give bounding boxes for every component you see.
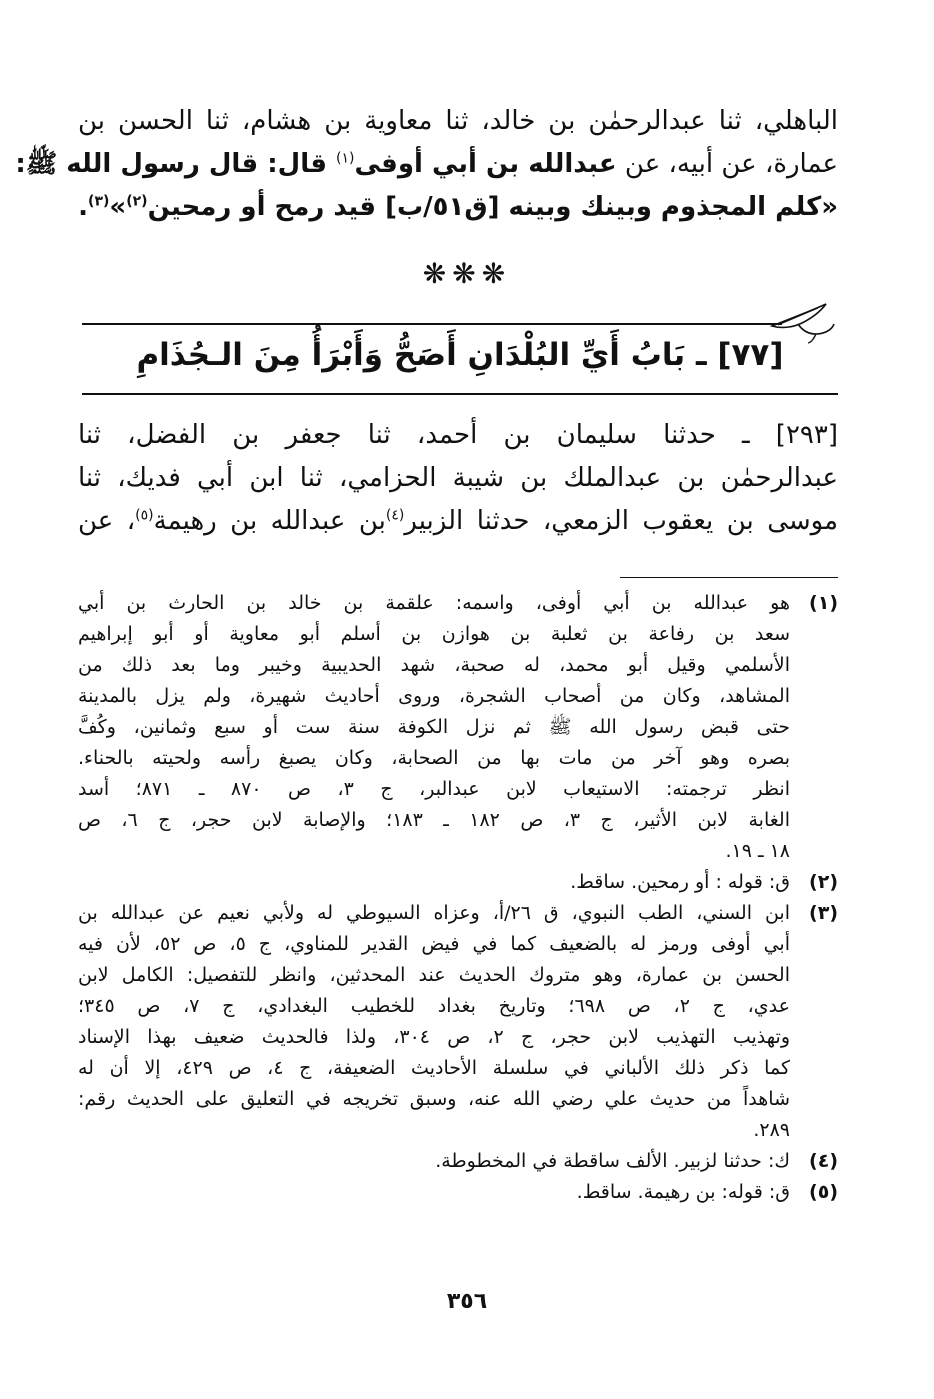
text-line: [٢٩٣] ـ حدثنا سليمان بن أحمد، ثنا جعفر بن الفضل، ثنا <box>78 420 838 450</box>
text-line: الباهلي، ثنا عبدالرحمٰن بن خالد، ثنا معاوية بن هشام، ثنا الحسن بن <box>78 106 838 136</box>
footnote-line: الأسلمي وقيل أبو محمد، له صحبة، شهد الحديبية وخيبر وما بعد ذلك من <box>78 654 790 676</box>
footnote-ref: (١) <box>336 150 355 167</box>
title-rule-bottom <box>82 393 838 395</box>
footnote-line: بصره وهو آخر من مات بها من الصحابة، وكان يصبغ رأسه ولحيته بالحناء. <box>78 747 790 769</box>
footnote-line: سعد بن رفاعة بن ثعلبة بن هوازن بن أسلم أبو معاوية أو أبو إبراهيم <box>78 623 790 645</box>
footnote-line: الحسن بن عمارة، وهو متروك الحديث عند المحدثين، وانظر للتفصيل: الكامل لابن <box>78 964 790 986</box>
footnote-line: انظر ترجمته: الاستيعاب لابن عبدالبر، ج ٣، ص ٨٧٠ ـ ٨٧١؛ أسد <box>78 778 790 800</box>
footnote-line: المشاهد، وكان من أصحاب الشجرة، وروى أحاديث شهيرة، ولم يزل بالمدينة <box>78 685 790 707</box>
footnote-line: حتى قبض رسول الله ﷺ ثم نزل الكوفة سنة ست أو سبع وثمانين، وكُفَّ <box>78 716 790 738</box>
narrator-name: عبدالله بن أبي أوفى <box>354 149 617 179</box>
footnote-line: عدي، ج ٢، ص ٦٩٨؛ وتاريخ بغداد للخطيب البغدادي، ج ٧، ص ٣٤٥؛ <box>78 995 790 1017</box>
footnote <box>78 1146 838 1177</box>
hadith-paragraph <box>78 414 838 543</box>
footnote-number: (١) <box>809 592 838 614</box>
footnote-line: هو عبدالله بن أبي أوفى، واسمه: علقمة بن خالد بن الحارث بن أبي <box>78 592 790 614</box>
chapter-title: [٧٧] ـ بَابُ أَيِّ البُلْدَانِ أَصَحُّ وَأَبْرَأُ مِنَ الـجُذَامِ <box>136 337 784 373</box>
footnote-line: ق: قوله : أو رمحين. ساقط. <box>570 871 790 893</box>
footnote <box>78 867 838 898</box>
footnote <box>78 588 838 867</box>
footnote-line: ابن السني، الطب النبوي، ق ٢٦/أ، وعزاه السيوطي له ولأبي نعيم عن عبدالله بن <box>78 902 791 924</box>
footnotes <box>78 588 838 1208</box>
footnote <box>78 898 838 1146</box>
footnote-number: (٣) <box>809 902 838 924</box>
footnote <box>78 1177 838 1208</box>
footnote-line: وتهذيب التهذيب لابن حجر، ج ٢، ص ٣٠٤، ولذا فالحديث ضعيف بهذا الإسناد <box>78 1026 791 1048</box>
footnote-number: (٤) <box>809 1150 838 1172</box>
footnote-line: ك: حدثنا لزبير. الألف ساقطة في المخطوطة. <box>435 1150 790 1172</box>
footnote-ref: (٣) <box>88 193 110 210</box>
footnote-line: ق: قوله: بن رهيمة. ساقط. <box>576 1181 790 1203</box>
footnote-line: شاهداً من حديث علي رضي الله عنه، وسبق تخريجه في التعليق على الحديث رقم: <box>78 1088 790 1110</box>
page-number: ٣٥٦ <box>446 1289 488 1314</box>
text-line: موسى بن يعقوب الزمعي، حدثنا الزبير$^{(٤)}$بن عبدالله بن رهيمة$^{(٥)}$، عن <box>78 506 839 536</box>
footnote-line: أبي أوفى ورمز له بالضعيف كما في فيض القدير للمناوي، ج ٥، ص ٥٢، لأن فيه <box>78 933 790 955</box>
section-separator: ❋❋❋ <box>422 257 512 290</box>
title-rule-top <box>82 323 782 325</box>
footnote-line: الغابة لابن الأثير، ج ٣، ص ١٨٢ ـ ١٨٣؛ والإصابة لابن حجر، ج ٦، ص <box>78 809 790 831</box>
hadith-text-line: «كلم المجذوم وبينك وبينه [ق٥١/ب] قيد رمح أو رمحين$^{(٢)}$»$^{(٣)}$. <box>78 192 838 222</box>
footnote-divider <box>620 577 838 578</box>
footnote-line: ٢٨٩. <box>753 1119 790 1141</box>
footnote-line: ١٨ ـ ١٩. <box>725 840 790 862</box>
text-line: عبدالرحمٰن بن عبدالملك بن شيبة الحزامي، ثنا ابن أبي فديك، ثنا <box>78 463 838 493</box>
footnote-number: (٥) <box>809 1181 838 1203</box>
text-line: عمارة، عن أبيه، عن عبدالله بن أبي أوفى$^{(١)}$ قال: قال رسول الله ﷺ: <box>15 149 838 179</box>
footnote-number: (٢) <box>809 871 838 893</box>
footnote-line: كما ذكر ذلك الألباني في سلسلة الأحاديث الضعيفة، ج ٤، ص ٤٢٩، إلا أن له <box>78 1057 791 1079</box>
footnote-ref: (٥) <box>135 507 154 524</box>
footnote-ref: (٢) <box>126 193 148 210</box>
top-paragraph <box>15 100 838 229</box>
footnote-ref: (٤) <box>385 507 405 524</box>
